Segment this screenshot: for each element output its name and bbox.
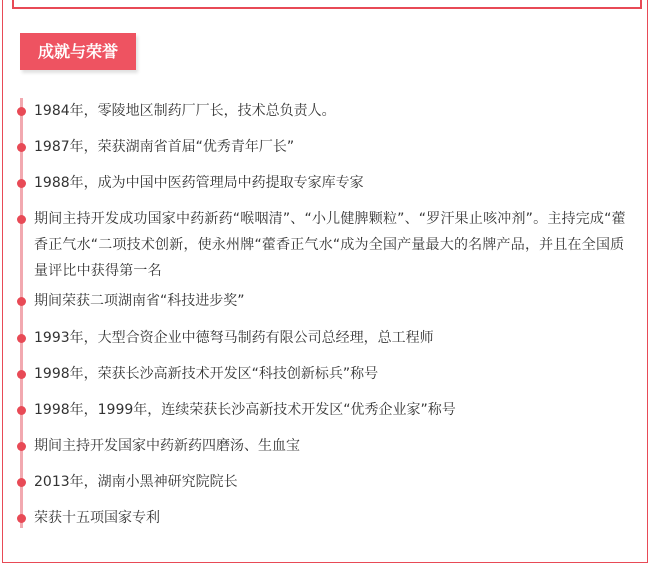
timeline-dot (17, 514, 26, 523)
list-item: 期间主持开发成功国家中药新药“喉咽清”、“小儿健脾颗粒”、“罗汗果止咳冲剂”。主持完成“藿香正气水“二项技术创新，使永州牌“藿香正气水“成为全国产量最大的名牌产品，并且在全国质量评比中获得第一名 (34, 211, 626, 279)
timeline-dot (17, 442, 26, 451)
list-item: 2013年，湖南小黑神研究院院长 (34, 474, 238, 490)
list-item: 1998年，1999年，连续荣获长沙高新技术开发区“优秀企业家”称号 (34, 402, 456, 418)
timeline-dot (17, 370, 26, 379)
list-item: 1987年，荣获湖南省首届“优秀青年厂长” (34, 139, 295, 155)
timeline-dot (17, 478, 26, 487)
timeline-dot (17, 406, 26, 415)
timeline-dot (17, 179, 26, 188)
list-item: 1984年，零陵地区制药厂厂长，技术总负责人。 (34, 103, 336, 119)
list-item: 期间主持开发国家中药新药四磨汤、生血宝 (34, 438, 300, 454)
list-item: 1988年，成为中国中医药管理局中药提取专家库专家 (34, 175, 364, 191)
list-item: 1998年，荣获长沙高新技术开发区“科技创新标兵”称号 (34, 366, 379, 382)
timeline-dot (17, 215, 26, 224)
list-item: 1993年，大型合资企业中德弩马制药有限公司总经理，总工程师 (34, 330, 434, 346)
timeline-dot (17, 107, 26, 116)
timeline-dot (17, 334, 26, 343)
timeline-dot (17, 143, 26, 152)
section-heading: 成就与荣誉 (20, 33, 136, 70)
list-item: 期间荣获二项湖南省“科技进步奖” (34, 293, 245, 309)
timeline-dot (17, 297, 26, 306)
list-item: 荣获十五项国家专利 (34, 510, 160, 526)
